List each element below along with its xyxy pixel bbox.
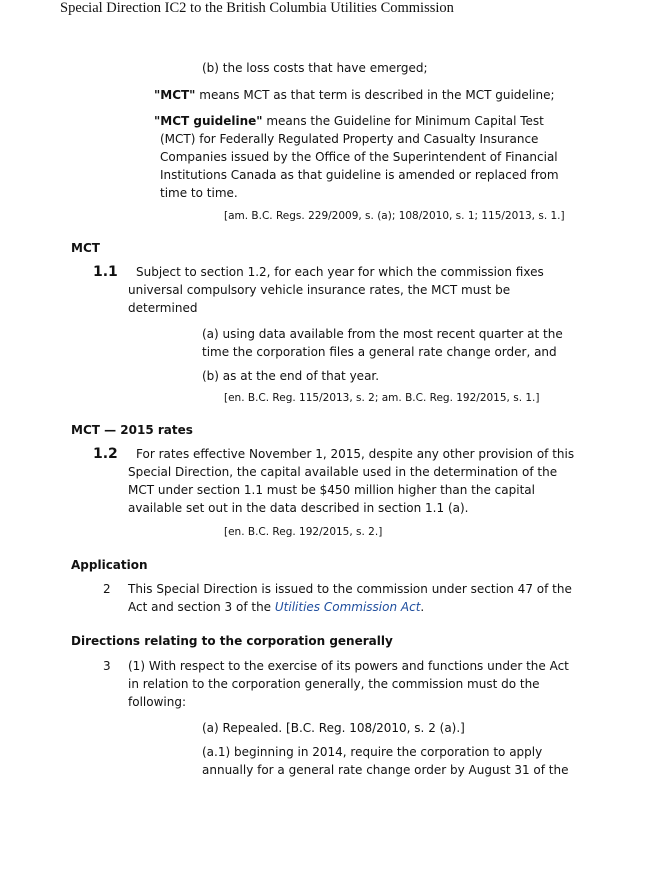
- utilities-commission-act-link[interactable]: Utilities Commission Act: [274, 600, 421, 614]
- section-text: Subject to section 1.2, for each year for which the commission fixes: [136, 265, 544, 279]
- section-number: 3: [103, 659, 111, 673]
- paragraph-text: (a.1) beginning in 2014, require the corporation to apply: [202, 745, 543, 759]
- definition-text: (MCT) for Federally Regulated Property and Casualty Insurance: [160, 132, 539, 146]
- defined-term-mct-guideline: "MCT guideline": [154, 114, 263, 128]
- section-text: determined: [128, 301, 198, 315]
- definition-text: means MCT as that term is described in the MCT guideline;: [195, 88, 555, 102]
- section-number: 1.1: [93, 264, 118, 280]
- amendment-note: [en. B.C. Reg. 192/2015, s. 2.]: [224, 526, 383, 538]
- definition-text: Companies issued by the Office of the Superintendent of Financial: [160, 150, 558, 164]
- section-heading-mct-2015: MCT — 2015 rates: [71, 423, 193, 437]
- section-heading-application: Application: [71, 558, 148, 572]
- amendment-note: [en. B.C. Reg. 115/2013, s. 2; am. B.C. Reg. 192/2015, s. 1.]: [224, 392, 540, 404]
- section-text: available set out in the data described in section 1.1 (a).: [128, 501, 469, 515]
- text-run: Act and section 3 of the: [128, 600, 275, 614]
- section-number: 2: [103, 582, 111, 596]
- section-text: (1) With respect to the exercise of its powers and functions under the Act: [128, 659, 569, 673]
- section-text: For rates effective November 1, 2015, despite any other provision of this: [136, 447, 575, 461]
- section-text: [128, 598, 424, 616]
- paragraph-text: annually for a general rate change order by August 31 of the: [202, 763, 569, 777]
- defined-term-mct: "MCT": [154, 88, 196, 102]
- definition-text: means the Guideline for Minimum Capital Test: [262, 114, 544, 128]
- paragraph-a: [202, 325, 563, 361]
- text-run: .: [420, 600, 425, 614]
- section-text: Special Direction, the capital available used in the determination of the: [128, 465, 558, 479]
- section-heading-directions: Directions relating to the corporation generally: [71, 634, 393, 648]
- section-heading-mct: MCT: [71, 241, 100, 255]
- page-header: Special Direction IC2 to the British Columbia Utilities Commission: [60, 0, 454, 16]
- definition-mct-guideline: [154, 112, 559, 202]
- definition-text: time to time.: [160, 186, 238, 200]
- section-text: following:: [128, 695, 186, 709]
- paragraph-b: (b) as at the end of that year.: [202, 369, 380, 383]
- section-text: universal compulsory vehicle insurance rates, the MCT must be: [128, 283, 511, 297]
- section-number: 1.2: [93, 446, 118, 462]
- amendment-note: [am. B.C. Regs. 229/2009, s. (a); 108/2010, s. 1; 115/2013, s. 1.]: [224, 210, 565, 222]
- paragraph-a: (a) Repealed. [B.C. Reg. 108/2010, s. 2 (a).]: [202, 721, 465, 735]
- paragraph-a1: [202, 743, 569, 779]
- paragraph-text: (a) using data available from the most recent quarter at the: [202, 327, 563, 341]
- section-text: in relation to the corporation generally, the commission must do the: [128, 677, 540, 691]
- definition-mct: [154, 86, 555, 104]
- definition-item-b: (b) the loss costs that have emerged;: [202, 61, 428, 75]
- section-text: This Special Direction is issued to the commission under section 47 of the: [128, 582, 572, 596]
- definition-text: Institutions Canada as that guideline is amended or replaced from: [160, 168, 559, 182]
- paragraph-text: time the corporation files a general rate change order, and: [202, 345, 557, 359]
- section-text: MCT under section 1.1 must be $450 million higher than the capital: [128, 483, 535, 497]
